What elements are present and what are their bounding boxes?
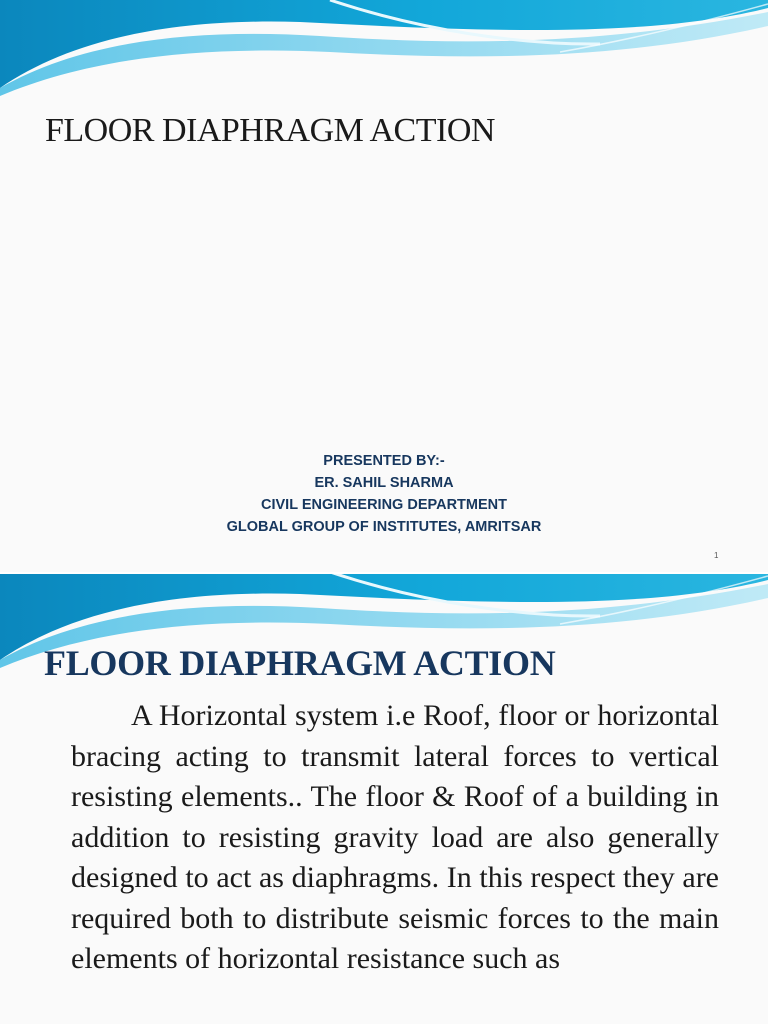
presenter-label: PRESENTED BY:- xyxy=(323,453,445,469)
presenter-institute: GLOBAL GROUP OF INSTITUTES, AMRITSAR xyxy=(226,519,542,535)
slide-title: FLOOR DIAPHRAGM ACTION xyxy=(44,643,556,683)
slide-divider xyxy=(0,572,768,574)
slide-body-text: A Horizontal system i.e Roof, floor or horizontal bracing acting to transmit lateral forces to vertical resisting elements.. The floor & Roof of a building in addition to resisting gravity load are also generally designed to act as diaphragms. In this respect they are required both to distribute seismic forces to the main elements of horizontal resistance such as xyxy=(71,699,719,975)
presenter-block xyxy=(0,450,768,538)
presenter-name: ER. SAHIL SHARMA xyxy=(314,475,454,491)
presenter-department: CIVIL ENGINEERING DEPARTMENT xyxy=(261,497,507,513)
wave-banner-graphic xyxy=(0,0,768,96)
slide-number: 1 xyxy=(714,551,719,560)
slide-title: FLOOR DIAPHRAGM ACTION xyxy=(45,112,495,149)
